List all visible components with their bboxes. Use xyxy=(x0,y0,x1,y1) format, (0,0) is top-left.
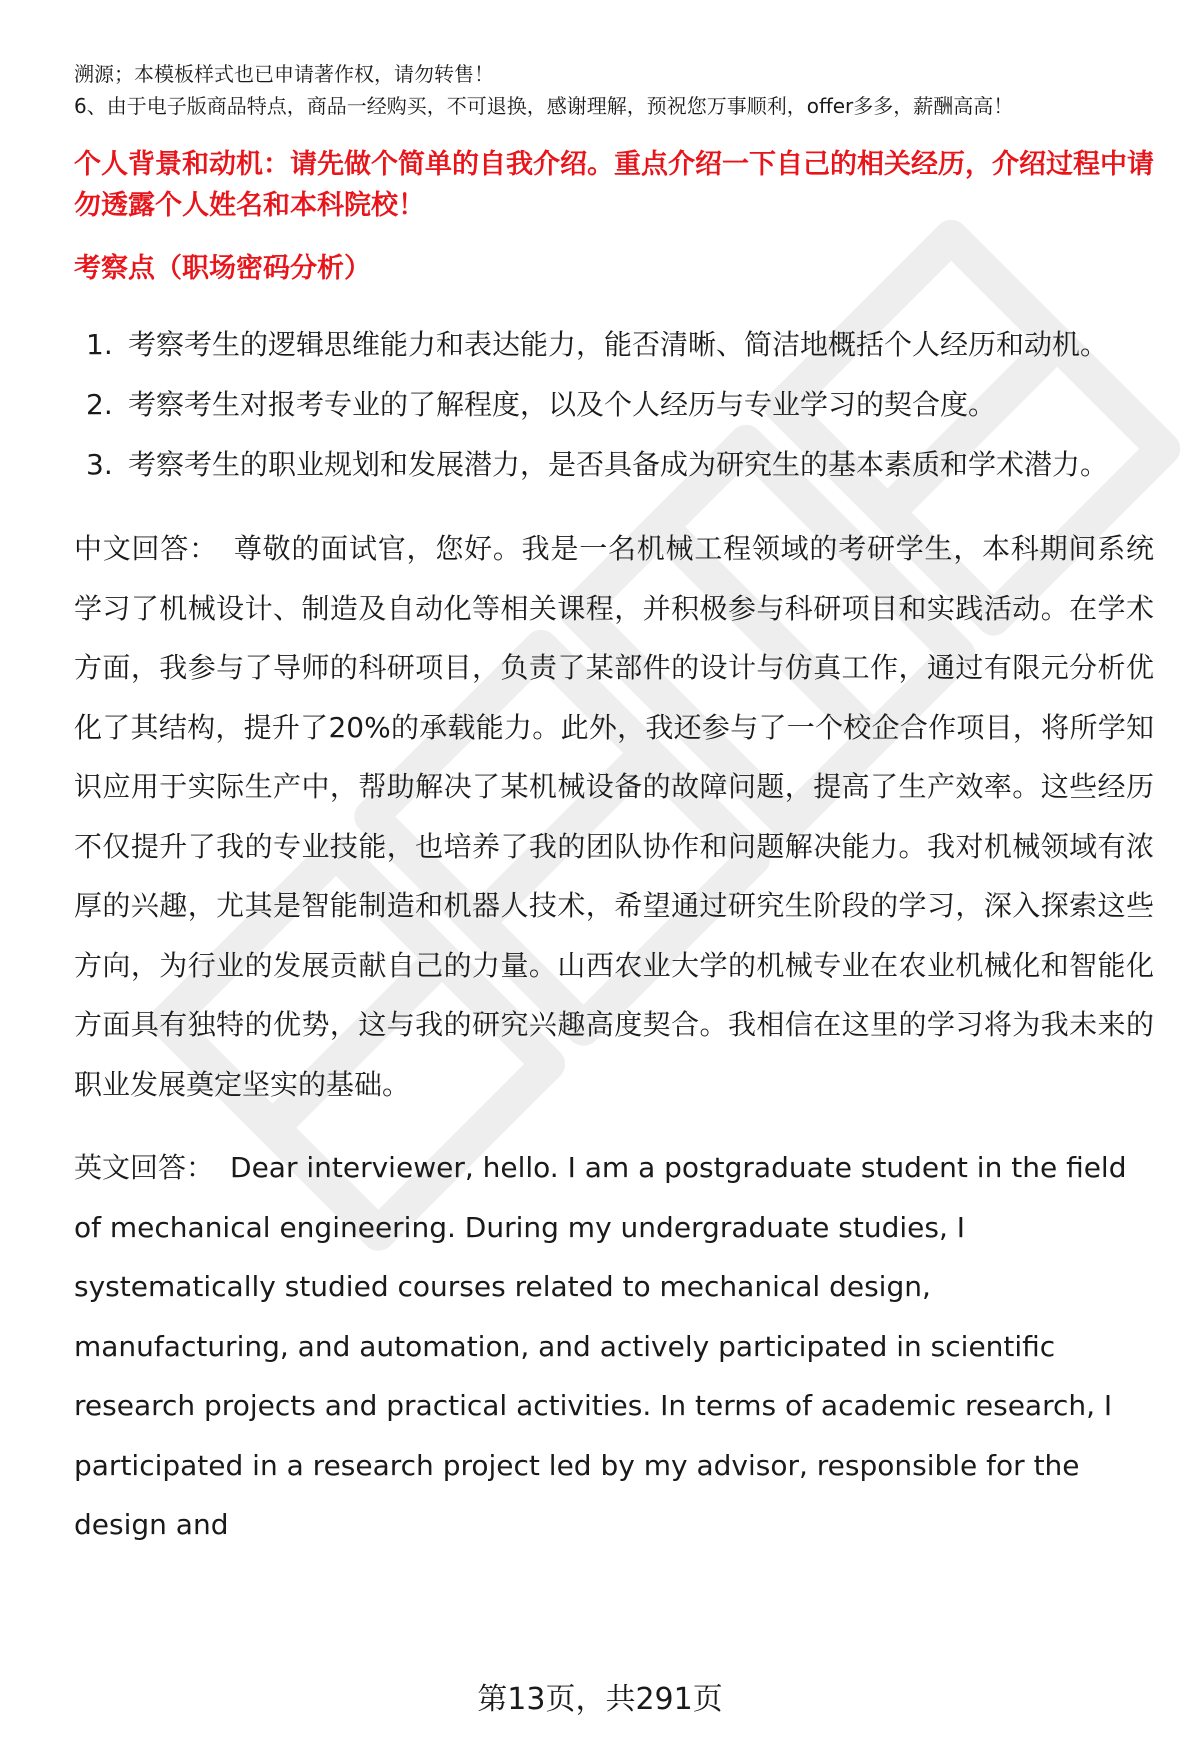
notice-line-1: 溯源；本模板样式也已申请著作权，请勿转售！ xyxy=(74,62,494,86)
list-item xyxy=(74,375,1188,435)
answer-chinese-text: 尊敬的面试官，您好。我是一名机械工程领域的考研学生，本科期间系统学习了机械设计、制造及自动化等相关课程，并积极参与科研项目和实践活动。在学术方面，我参与了导师的科研项目，负责了某部件的设计与仿真工作，通过有限元分析优化了其结构，提升了20%的承载能力。此外，我还参与了一个校企合作项目，将所学知识应用于实际生产中，帮助解决了某机械设备的故障问题，提高了生产效率。这些经历不仅提升了我的专业技能，也培养了我的团队协作和问题解决能力。我对机械领域有浓厚的兴趣，尤其是智能制造和机器人技术，希望通过研究生阶段的学习，深入探索这些方向，为行业的发展贡献自己的力量。山西农业大学的机械专业在农业机械化和智能化方面具有独特的优势，这与我的研究兴趣高度契合。我相信在这里的学习将为我未来的职业发展奠定坚实的基础。 xyxy=(74,532,1154,1101)
list-item-number: 1. xyxy=(86,328,113,361)
list-item-number: 2. xyxy=(86,388,113,421)
assessment-points-list xyxy=(74,315,1154,495)
list-item xyxy=(74,315,1188,375)
answer-english xyxy=(74,1138,1154,1555)
list-item xyxy=(74,435,1188,495)
answer-chinese-label: 中文回答： xyxy=(74,532,218,565)
answer-english-label: 英文回答： xyxy=(74,1151,215,1184)
question-heading: 个人背景和动机：请先做个简单的自我介绍。重点介绍一下自己的相关经历，介绍过程中请勿透露个人姓名和本科院校！ xyxy=(74,149,1154,221)
document-content xyxy=(74,58,1154,1555)
list-item-text: 考察考生对报考专业的了解程度，以及个人经历与专业学习的契合度。 xyxy=(128,388,997,421)
list-item-text: 考察考生的职业规划和发展潜力，是否具备成为研究生的基本素质和学术潜力。 xyxy=(128,448,1109,481)
page-number-footer: 第13页，共291页 xyxy=(477,1682,723,1717)
answer-english-text: Dear interviewer, hello. I am a postgraduate student in the field of mechanical engineering. During my undergraduate studies, I systematically studied courses related to mechanical design, manufacturing, and automation, and actively participated in scientific research projects and practical activities. In terms of academic research, I participated in a research project led by my advisor, responsible for the design and xyxy=(74,1151,1127,1541)
answer-chinese xyxy=(74,519,1154,1114)
section-title: 考察点（职场密码分析） xyxy=(74,253,371,284)
list-item-number: 3. xyxy=(86,448,113,481)
list-item-text: 考察考生的逻辑思维能力和表达能力，能否清晰、简洁地概括个人经历和动机。 xyxy=(128,328,1109,361)
notice-line-2: 6、由于电子版商品特点，商品一经购买，不可退换，感谢理解，预祝您万事顺利，offer多多，薪酬高高！ xyxy=(74,94,1014,118)
